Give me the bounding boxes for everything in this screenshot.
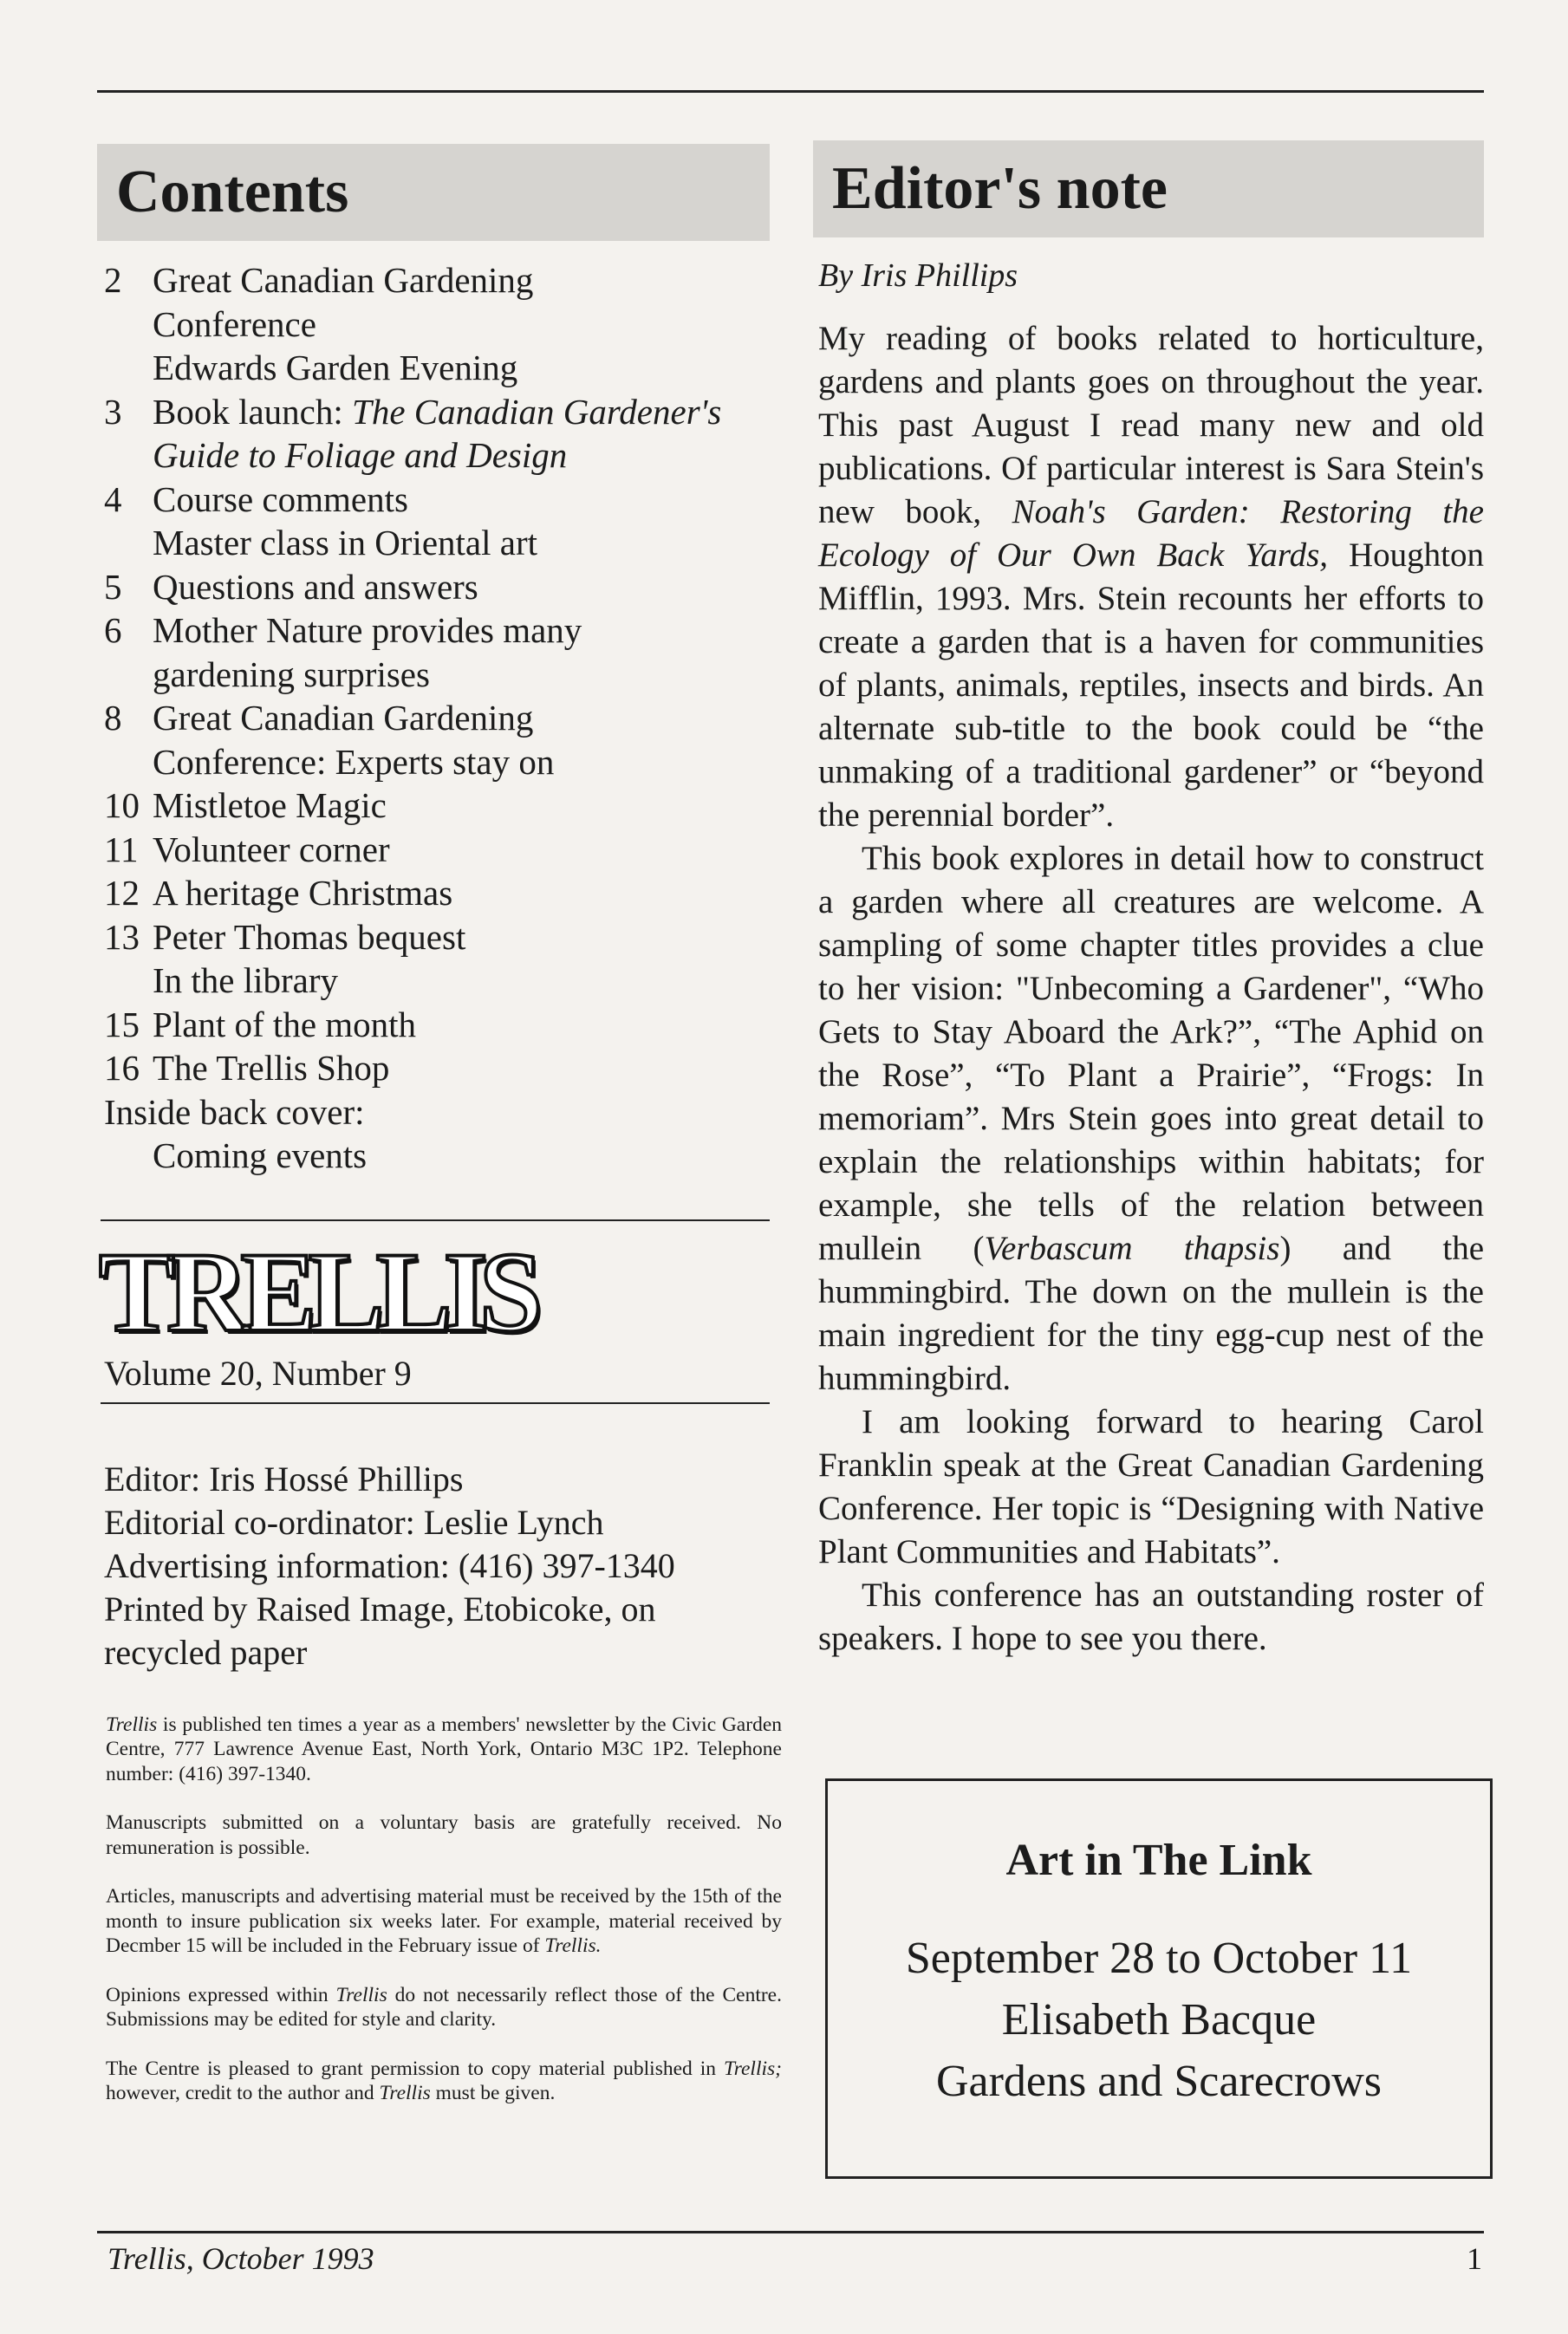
toc-title: Great Canadian Gardening — [153, 698, 534, 738]
contents-column — [97, 144, 782, 2130]
toc-page-number: 3 — [104, 391, 122, 432]
toc-item[interactable] — [104, 478, 770, 565]
toc-title: The Trellis Shop — [153, 1048, 390, 1088]
toc-title: Plant of the month — [153, 1004, 417, 1044]
toc-page-number: 5 — [104, 566, 122, 607]
toc-item[interactable] — [104, 696, 770, 783]
opinions-note — [106, 1983, 782, 2032]
toc-item[interactable] — [104, 915, 770, 1003]
toc-title-italic: The Canadian Gardener's — [352, 391, 722, 432]
toc-page-number: 4 — [104, 478, 122, 519]
publication-info-text: is published ten times a year as a members' newsletter by the Civic Garden Centre, 777 Lawrence Avenue East, North York, Ontario M3C 1P2. Telephone number: (416) 397-1340. — [106, 1713, 782, 1785]
art-box-artist: Elisabeth Bacque — [1001, 1995, 1317, 2045]
paragraph-text: ) and the hummingbird. The down on the mullein is the main ingredient for the tiny egg-cup nest of the hummingbird. — [818, 1230, 1484, 1397]
deadline-text: Articles, manuscripts and advertising material must be received by the 15th of the month to insure publication six weeks later. For example, material received by Decmber 15 will be included in the February issue of — [106, 1885, 782, 1957]
paragraph-text: My reading of books related to horticulture, gardens and plants goes on throughout the year. This past August I read many new and old publications. Of particular interest is Sara Stein's new book, — [818, 320, 1484, 530]
permission-text: The Centre is pleased to grant permission to copy material published in — [106, 2057, 724, 2080]
editors-note-body — [818, 317, 1484, 1661]
publication-name: Trellis; — [723, 2057, 782, 2080]
toc-title: Book launch: — [153, 391, 353, 432]
toc-title: gardening surprises — [153, 653, 430, 694]
toc-item[interactable] — [104, 871, 770, 915]
permission-text: however, credit to the author and — [106, 2082, 380, 2104]
publication-name: Trellis — [106, 1713, 158, 1736]
toc-page-number: 16 — [104, 1048, 140, 1088]
toc-item[interactable] — [104, 1003, 770, 1047]
toc-page-number: 11 — [104, 829, 139, 869]
toc-item[interactable] — [104, 783, 770, 828]
paragraph — [818, 317, 1484, 837]
byline: By Iris Phillips — [818, 257, 1018, 294]
publication-name: Trellis. — [544, 1934, 602, 1957]
manuscripts-note: Manuscripts submitted on a voluntary basis are gratefully received. No remuneration is possible. — [106, 1811, 782, 1859]
editors-note-header — [813, 140, 1484, 237]
toc-title: Peter Thomas bequest — [153, 916, 466, 957]
fine-print — [106, 1713, 782, 2106]
toc-title: Coming events — [153, 1135, 368, 1175]
table-of-contents — [104, 258, 770, 1178]
book-title: Noah's Garden: Restoring the Ecology of Our Own Back Yards, — [818, 493, 1484, 574]
toc-title: Volunteer corner — [153, 829, 390, 869]
paragraph-text: This book explores in detail how to construct a garden where all creatures are welcome. A sampling of some chapter titles provides a clue to her vision: "Unbecoming a Gardener", “Who Gets to Stay Aboard the Ark?”, “The Aphid on the Rose”, “To Plant a Prairie”, “Frogs: In memoriam”. Mrs Stein goes into great detail to explain the relationships within habitats; for example, she tells of the relation between mullein ( — [818, 840, 1484, 1267]
masthead-credits — [104, 1458, 770, 1674]
top-rule — [97, 90, 1484, 93]
toc-page-number: 13 — [104, 916, 140, 957]
art-box-title: Art in The Link — [1005, 1836, 1312, 1885]
art-box-dates: September 28 to October 11 — [905, 1934, 1413, 1983]
toc-title: Conference — [153, 303, 316, 344]
toc-page-number: 8 — [104, 698, 122, 738]
credit-printer: Printed by Raised Image, Etobicoke, on — [104, 1589, 656, 1629]
bottom-rule — [97, 2231, 1484, 2233]
trellis-logo: TRELLIS — [99, 1227, 535, 1356]
permission-text: must be given. — [430, 2082, 556, 2104]
contents-heading: Contents — [116, 159, 349, 225]
opinions-text: do not necessarily reflect those of the Centre. Submissions may be edited for style and clarity. — [106, 1983, 782, 2031]
credit-editor: Editor: Iris Hossé Phillips — [104, 1459, 464, 1499]
credit-printer-cont: recycled paper — [104, 1632, 308, 1672]
opinions-text: Opinions expressed within — [106, 1983, 336, 2006]
toc-page-number: 2 — [104, 260, 122, 300]
credit-advertising: Advertising information: (416) 397-1340 — [104, 1545, 675, 1585]
toc-item[interactable] — [104, 565, 770, 609]
art-box-show: Gardens and Scarecrows — [935, 2057, 1382, 2106]
paragraph: I am looking forward to hearing Carol Franklin speak at the Great Canadian Gardening Conference. Her topic is “Designing with Native Plant Communities and Habitats”. — [818, 1403, 1484, 1570]
paragraph — [818, 837, 1484, 1401]
toc-item[interactable] — [104, 258, 770, 390]
art-in-the-link-box — [825, 1778, 1493, 2179]
paragraph-text: Houghton Mifflin, 1993. Mrs. Stein recounts her efforts to create a garden that is a haven for communities of plants, animals, reptiles, insects and birds. An alternate sub-title to the book could be “the unmaking of a traditional gardener” or “beyond the perennial border”. — [818, 536, 1485, 834]
toc-page-number: 10 — [104, 785, 140, 825]
masthead-top-rule — [101, 1219, 770, 1221]
latin-name: Verbascum thapsis — [984, 1230, 1280, 1267]
page-number: 1 — [1467, 2241, 1482, 2276]
volume-number: Volume 20, Number 9 — [104, 1353, 412, 1393]
credit-coordinator: Editorial co-ordinator: Leslie Lynch — [104, 1502, 604, 1542]
toc-title: Mother Nature provides many — [153, 610, 582, 650]
toc-title: Edwards Garden Evening — [153, 348, 518, 387]
paragraph: This conference has an outstanding roster of speakers. I hope to see you there. — [818, 1577, 1484, 1657]
publication-name: Trellis — [379, 2082, 431, 2104]
toc-item[interactable] — [104, 608, 770, 696]
toc-title-italic: Guide to Foliage and Design — [153, 435, 568, 475]
toc-page-number: 6 — [104, 610, 122, 650]
toc-title: A heritage Christmas — [153, 873, 453, 913]
editors-note-heading: Editor's note — [832, 155, 1168, 222]
editors-note-column — [813, 140, 1484, 1661]
masthead-bottom-rule — [101, 1402, 770, 1404]
footer-issue: Trellis, October 1993 — [107, 2241, 374, 2276]
toc-title: Questions and answers — [153, 566, 478, 607]
publication-info — [106, 1713, 782, 1787]
toc-item-inside-back-cover[interactable] — [104, 1090, 770, 1178]
toc-title: Conference: Experts stay on — [153, 741, 555, 782]
toc-page-number: 15 — [104, 1004, 140, 1044]
contents-header — [97, 144, 770, 241]
toc-title: Mistletoe Magic — [153, 785, 387, 825]
toc-title: Course comments — [153, 478, 408, 519]
toc-title: Master class in Oriental art — [153, 523, 538, 562]
deadline-note — [106, 1884, 782, 1959]
copy-permission-note — [106, 2057, 782, 2106]
toc-title: Great Canadian Gardening — [153, 260, 534, 300]
toc-title: Inside back cover: — [104, 1091, 365, 1132]
toc-item[interactable] — [104, 1046, 770, 1090]
publication-name: Trellis — [335, 1983, 387, 2006]
toc-item[interactable] — [104, 390, 770, 478]
toc-title: In the library — [153, 960, 339, 1000]
toc-page-number: 12 — [104, 873, 140, 913]
toc-item[interactable] — [104, 828, 770, 872]
